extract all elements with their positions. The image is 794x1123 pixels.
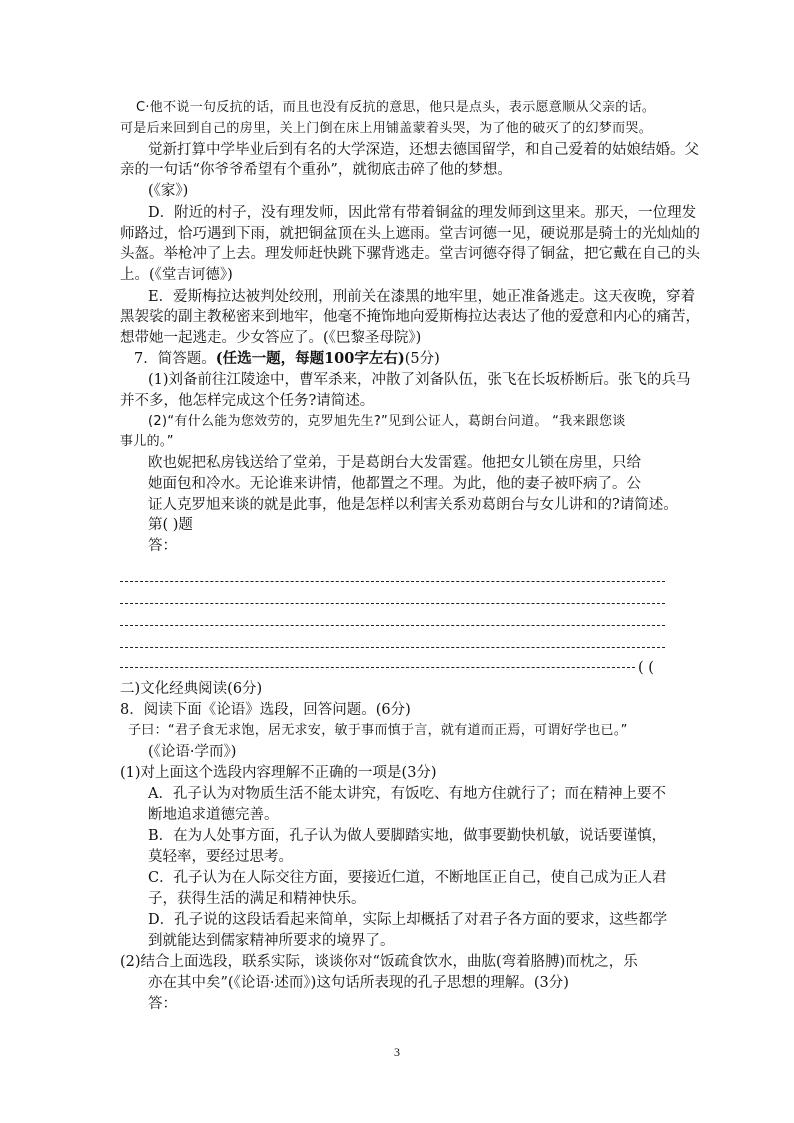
choice-b-line-1: B．在为人处事方面，孔子认为做人要脚踏实地，做事要勤快机敏，说话要谨慎， [148, 828, 667, 844]
answer-line-4 [120, 647, 665, 648]
choice-a-line-2: 断地追求道德完善。 [148, 807, 279, 823]
option-e-line-2: 黑袈裟的副主教秘密来到地牢，他毫不掩饰地向爱斯梅拉达表达了他的爱意和内心的痛苦， [120, 309, 700, 325]
page-number: 3 [394, 1045, 400, 1059]
question-7-part-1-line-2: 并不多，他怎样完成这个任务?请简述。 [120, 393, 375, 409]
option-d-line-4: 上。(《堂吉诃德》) [120, 267, 233, 283]
question-8-part-2-line-1: (2)结合上面选段，联系实际，谈谈你对“饭疏食饮水，曲肱(弯着胳膊)而枕之，乐 [120, 954, 638, 970]
question-7-points: (5分) [404, 351, 440, 367]
question-7-part-2-line-1: (2)“有什么能为您效劳的，克罗旭先生?”见到公证人，葛朗台问道。 “我来跟您谈 [148, 414, 626, 429]
question-7-part-2-line-2: 事儿的。” [120, 434, 174, 449]
option-c-source: (《家》) [148, 183, 189, 199]
option-d-line-1: D．附近的村子，没有理发师，因此常有带着铜盆的理发师到这里来。那天，一位理发 [148, 205, 697, 221]
option-c-line-1: C·他不说一句反抗的话，而且也没有反抗的意思，他只是点头，表示愿意顺从父亲的话。 [136, 100, 656, 115]
answer-line-tail: ( ( [638, 660, 654, 676]
choice-c-line-2: 子，获得生活的满足和精神快乐。 [148, 891, 366, 907]
choice-d-line-2: 到就能达到儒家精神所要求的境界了。 [148, 933, 395, 949]
question-choice: 第( )题 [148, 517, 193, 533]
question-8-title: 8．阅读下面《论语》选段，回答问题。(6分) [120, 702, 411, 718]
question-7-part-2-line-4: 她面包和冷水。无论谁来讲情，他都置之不理。为此，他的妻子被吓病了。公 [148, 476, 641, 492]
analects-quote: 子曰：“君子食无求饱，居无求安，敏于事而慎于言，就有道而正焉，可谓好学也已。” [128, 723, 628, 738]
question-8-part-1: (1)对上面这个选段内容理解不正确的一项是(3分) [120, 765, 437, 781]
question-7-part-1-line-1: (1)刘备前往江陵途中，曹军杀来，冲散了刘备队伍，张飞在长坂桥断后。张飞的兵马 [148, 372, 691, 388]
choice-a-line-1: A．孔子认为对物质生活不能太讲究，有饭吃、有地方住就行了；而在精神上要不 [148, 786, 666, 802]
choice-d-line-1: D．孔子说的这段话看起来简单，实际上却概括了对君子各方面的要求，这些都学 [148, 912, 668, 928]
option-c-line-2: 可是后来回到自己的房里，关上门倒在床上用铺盖蒙着头哭，为了他的破灭了的幻梦而哭。 [120, 121, 653, 136]
choice-c-line-1: C．孔子认为在人际交往方面，要接近仁道，不断地匡正自己，使自己成为正人君 [148, 870, 667, 886]
question-7-requirement: (任选一题，每题100字左右) [215, 350, 405, 367]
option-d-line-3: 头盔。举枪冲了上去。理发师赶快跳下骡背逃走。堂吉诃德夺得了铜盆，把它戴在自己的头 [120, 246, 700, 262]
option-e-line-1: E．爱斯梅拉达被判处绞刑，刑前关在漆黑的地牢里，她正准备逃走。这天夜晚，穿着 [148, 289, 696, 305]
answer-label: 答： [148, 538, 177, 554]
answer-line-3 [120, 625, 665, 626]
question-7-title [134, 349, 440, 369]
answer-line-2 [120, 603, 665, 604]
question-7-part-2-line-5: 证人克罗旭来谈的就是此事，他是怎样以利害关系劝葛朗台与女儿讲和的?请简述。 [148, 497, 678, 513]
choice-b-line-2: 莫轻率，要经过思考。 [148, 849, 293, 865]
answer-line-5 [120, 667, 635, 668]
answer-label-2: 答： [148, 996, 177, 1012]
question-8-part-2-line-2: 亦在其中矣”(《论语·述而》)这句话所表现的孔子思想的理解。(3分) [148, 975, 569, 991]
section-heading: 二)文化经典阅读(6分) [120, 681, 263, 697]
answer-line-1 [120, 581, 665, 582]
option-c-line-3: 觉新打算中学毕业后到有名的大学深造，还想去德国留学，和自己爱着的姑娘结婚。父 [148, 142, 699, 158]
question-7-part-2-line-3: 欧也妮把私房钱送给了堂弟，于是葛朗台大发雷霆。他把女儿锁在房里，只给 [148, 455, 641, 471]
option-d-line-2: 师路过，恰巧遇到下雨，就把铜盆顶在头上遮雨。堂吉诃德一见，硬说那是骑士的光灿灿的 [120, 226, 700, 242]
quote-source: (《论语·学而》) [148, 744, 237, 760]
option-c-line-4: 亲的一句话“你爷爷希望有个重孙”，就彻底击碎了他的梦想。 [120, 162, 512, 178]
option-e-line-3: 想带她一起逃走。少女答应了。(《巴黎圣母院》) [120, 330, 422, 346]
question-7-label: 7．简答题。 [134, 351, 216, 367]
